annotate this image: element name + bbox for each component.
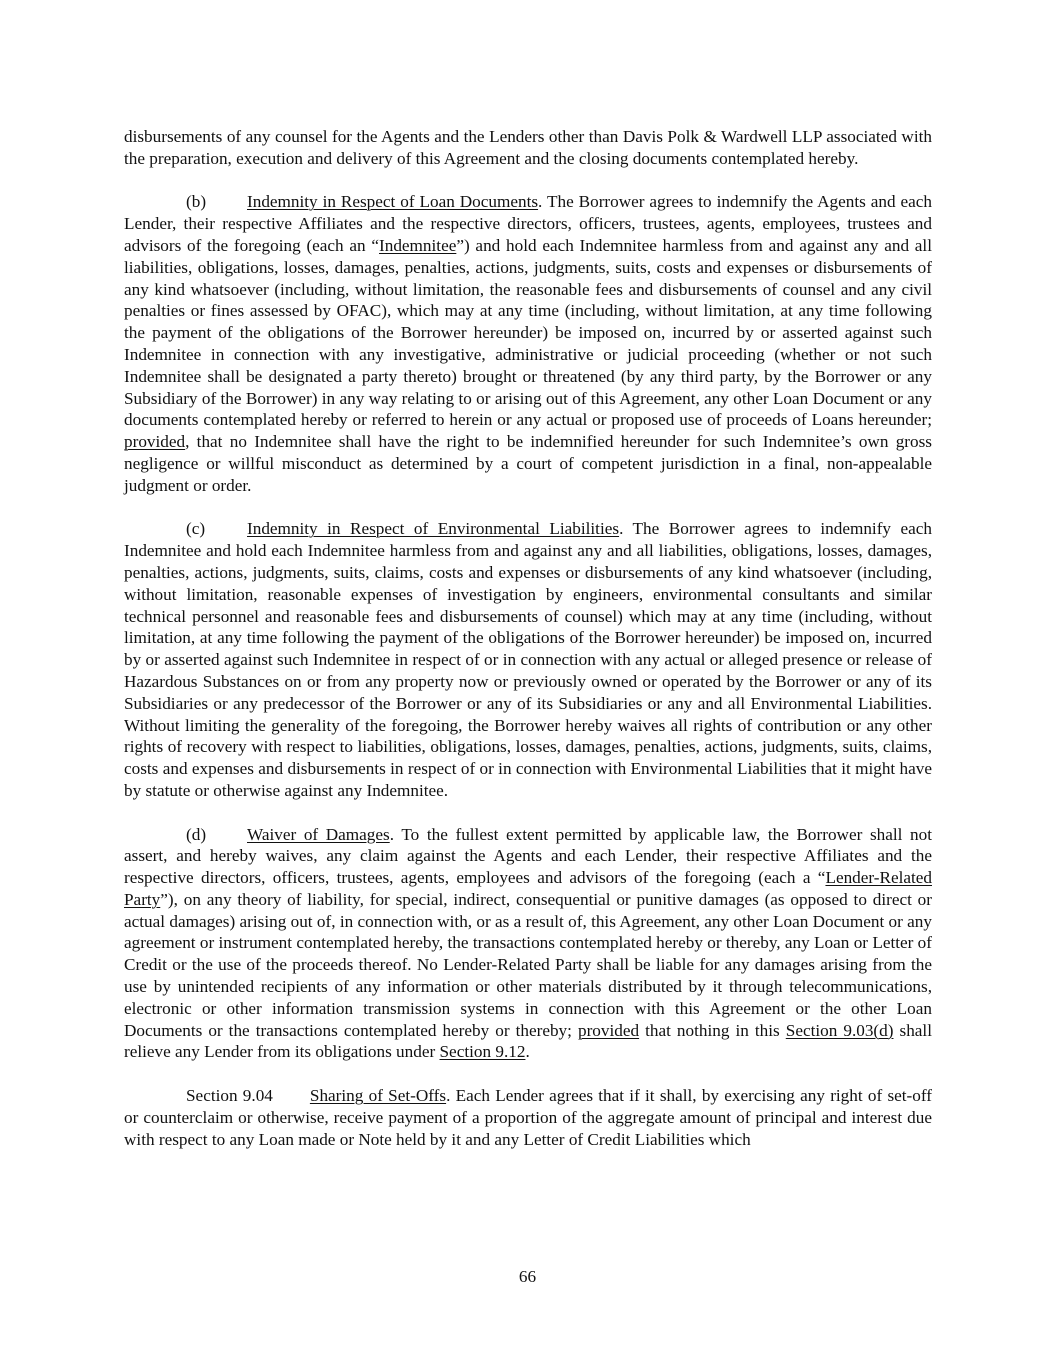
paragraph-d-text-4: shall relieve any Lender from its obligations under <box>124 1020 932 1062</box>
defined-term-lender-related-party: Lender-Related Party <box>124 868 932 909</box>
paragraph-intro-text: disbursements of any counsel for the Agents and the Lenders other than Davis Polk & Wardwell LLP associated with the preparation, execution and delivery of this Agreement and the closing documents contemplated hereby. <box>124 127 932 168</box>
section-9-04-text-1: . Each Lender agrees that if it shall, by exercising any right of set-off or counterclaim or otherwise, receive payment of a proportion of the aggregate amount of principal and interest due with respect to any Loan made or Note held by it and any Letter of Credit Liabilities which <box>124 1086 932 1149</box>
paragraph-d-text-3: that nothing in this <box>639 1020 786 1040</box>
paragraph-c-text-1: . The Borrower agrees to indemnify each Indemnitee and hold each Indemnitee harmless from and against any and all liabilities, obligations, losses, damages, penalties, actions, judgments, suits, claims, costs and expenses or disbursements of any kind whatsoever (including, without limitation, reasonable expenses of investigation by engineers, environmental consultants and similar technical personnel and reasonable fees and disbursements of counsel) which may at any time (including, without limitation, at any time following the payment of the obligations of the Borrower hereunder) be imposed on, incurred by or asserted against such Indemnitee in respect of or in connection with any actual or alleged presence or release of Hazardous Substances on or from any property now or previously owned or operated by the Borrower or any of its Subsidiaries or any predecessor of the Borrower or any of its Subsidiaries or any and all Environmental Liabilities. Without limiting the generality of the foregoing, the Borrower hereby waives all rights of contribution or any other rights of recovery with respect to liabilities, obligations, losses, damages, penalties, actions, judgments, suits, claims, costs and expenses and disbursements in respect of or in connection with Environmental Liabilities that it might have by statute or otherwise against any Indemnitee. <box>124 519 932 800</box>
paragraph-b-text-2: ”) and hold each Indemnitee harmless from and against any and all liabilities, obligations, losses, damages, penalties, actions, judgments, suits, costs and expenses or disbursements of any kind whatsoever (including, without limitation, the reasonable fees and disbursements of counsel and any civil penalties or fines assessed by OFAC), which may at any time (including, without limitation, at any time following the payment of the obligations of the Borrower hereunder) be imposed on, incurred by or asserted against such Indemnitee in connection with any investigative, administrative or judicial proceeding (whether or not such Indemnitee shall be designated a party thereto) brought or threatened (by any third party, by the Borrower or any Subsidiary of the Borrower) in any way relating to or arising out of this Agreement, any other Loan Document or any documents contemplated hereby or referred to herein or any actual or proposed use of proceeds of Loans hereunder; <box>124 235 932 430</box>
paragraph-b-text-1: . The Borrower agrees to indemnify the Agents and each Lender, their respective Affiliates and the respective directors, officers, trustees, agents, employees, trustees and advisors of the foregoing (each an “ <box>124 192 933 255</box>
paragraph-d-text-2: ”), on any theory of liability, for special, indirect, consequential or punitive damages (as opposed to direct or actual damages) arising out of, in connection with, or as a result of, this Agreement, any other Loan Document or any agreement or instrument contemplated hereby, the transactions contemplated hereby or thereby, any Loan or Letter of Credit or the use of the proceeds thereof. No Lender-Related Party shall be liable for any damages arising from the use by unintended recipients of any information or other materials distributed by it through telecommunications, electronic or other information transmission systems in connection with this Agreement or the other Loan Documents or the transactions contemplated hereby or thereby; <box>124 889 932 1040</box>
document-page <box>124 126 932 1172</box>
paragraph-section-9-04 <box>124 1085 932 1150</box>
paragraph-b-provided: provided <box>124 432 186 452</box>
paragraph-c-heading: Indemnity in Respect of Environmental Liabilities <box>247 519 620 539</box>
section-ref-9-03-d: Section 9.03(d) <box>785 1020 894 1040</box>
paragraph-b-text-3: , that no Indemnitee shall have the right to be indemnified hereunder for such Indemnitee’s own gross negligence or willful misconduct as determined by a court of competent jurisdiction in a final, non-appealable judgment or order. <box>124 432 932 495</box>
paragraph-intro <box>124 126 932 170</box>
page-number: 66 <box>518 1267 537 1286</box>
defined-term-indemnitee: Indemnitee <box>379 235 457 255</box>
paragraph-d <box>124 824 932 1064</box>
section-9-04-label: Section 9.04 <box>186 1086 273 1106</box>
paragraph-d-provided: provided <box>577 1020 640 1040</box>
paragraph-c-label: (c) <box>186 519 206 539</box>
section-ref-9-12: Section 9.12 <box>439 1042 526 1062</box>
paragraph-d-heading: Waiver of Damages <box>247 824 390 844</box>
paragraph-c <box>124 518 932 801</box>
paragraph-b-heading: Indemnity in Respect of Loan Documents <box>247 192 539 212</box>
section-9-04-heading: Sharing of Set-Offs <box>309 1086 447 1106</box>
paragraph-d-label: (d) <box>186 824 207 844</box>
paragraph-b-label: (b) <box>186 192 207 212</box>
paragraph-b <box>124 191 932 496</box>
paragraph-d-text-1: . To the fullest extent permitted by applicable law, the Borrower shall not assert, and hereby waives, any claim against the Agents and each Lender, their respective Affiliates and the respective directors, officers, trustees, agents, employees and advisors of the foregoing (each a “ <box>124 824 932 888</box>
paragraph-d-text-5: . <box>525 1042 530 1062</box>
